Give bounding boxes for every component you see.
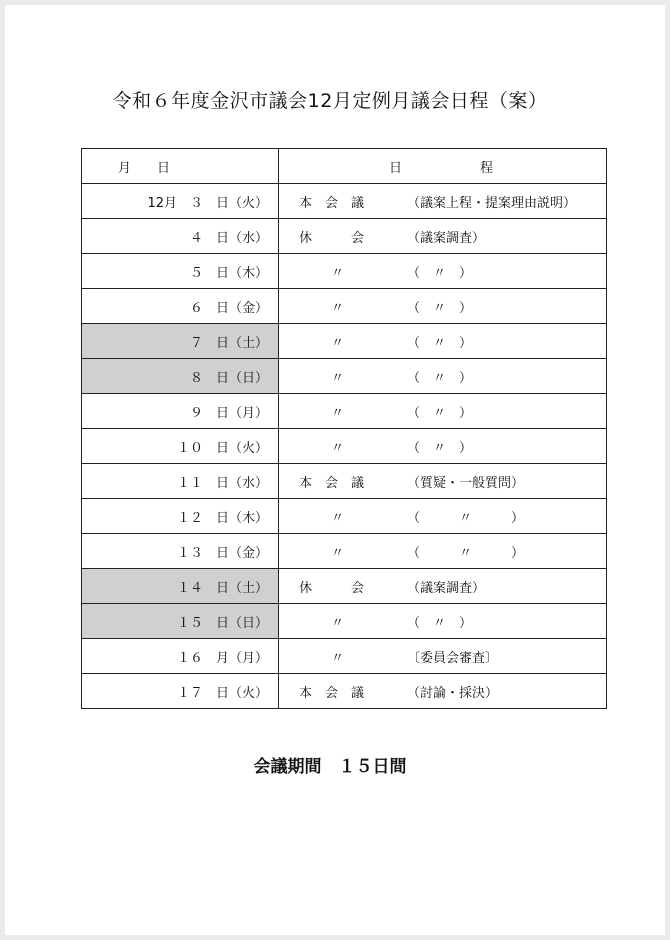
row-session-type: 〃 bbox=[331, 265, 345, 281]
row-date: １４ 日（土） bbox=[82, 569, 279, 604]
row-schedule bbox=[279, 184, 607, 219]
row-date: １１ 日（水） bbox=[82, 464, 279, 499]
header-date: 月 日 bbox=[82, 149, 279, 184]
row-session-type: 本 会 議 bbox=[299, 475, 365, 491]
row-detail: （ 〃 ） bbox=[407, 615, 473, 631]
row-detail: （ 〃 ） bbox=[407, 370, 473, 386]
row-session-type: 〃 bbox=[331, 650, 345, 666]
table-row bbox=[82, 604, 607, 639]
row-schedule bbox=[279, 499, 607, 534]
document-title: 令和６年度金沢市議会12月定例月議会日程（案） bbox=[112, 90, 548, 112]
row-detail: （ 〃 ） bbox=[407, 510, 525, 526]
row-detail: （ 〃 ） bbox=[407, 335, 473, 351]
session-period: 会議期間 １５日間 bbox=[253, 757, 407, 777]
row-session-type: 〃 bbox=[331, 300, 345, 316]
row-schedule bbox=[279, 569, 607, 604]
table-row bbox=[82, 534, 607, 569]
row-schedule bbox=[279, 674, 607, 709]
row-detail: （ 〃 ） bbox=[407, 440, 473, 456]
table-row bbox=[82, 254, 607, 289]
row-date: １２ 日（木） bbox=[82, 499, 279, 534]
table-row bbox=[82, 289, 607, 324]
table-row bbox=[82, 324, 607, 359]
table-row bbox=[82, 674, 607, 709]
row-detail: 〔委員会審査〕 bbox=[407, 650, 499, 666]
row-detail: （議案上程・提案理由説明） bbox=[407, 195, 577, 211]
table-row bbox=[82, 359, 607, 394]
row-schedule bbox=[279, 534, 607, 569]
row-schedule bbox=[279, 429, 607, 464]
table-row bbox=[82, 184, 607, 219]
table-row bbox=[82, 639, 607, 674]
row-session-type: 休 会 bbox=[299, 230, 365, 246]
row-schedule bbox=[279, 219, 607, 254]
row-session-type: 本 会 議 bbox=[299, 195, 365, 211]
row-session-type: 〃 bbox=[331, 510, 345, 526]
row-detail: （ 〃 ） bbox=[407, 545, 525, 561]
row-date: ７ 日（土） bbox=[82, 324, 279, 359]
row-schedule bbox=[279, 464, 607, 499]
row-session-type: 本 会 議 bbox=[299, 685, 365, 701]
table-row bbox=[82, 429, 607, 464]
row-detail: （ 〃 ） bbox=[407, 300, 473, 316]
row-date: １７ 日（火） bbox=[82, 674, 279, 709]
row-date: １０ 日（火） bbox=[82, 429, 279, 464]
row-date: ４ 日（水） bbox=[82, 219, 279, 254]
table-header-row bbox=[82, 149, 607, 184]
table-row bbox=[82, 394, 607, 429]
row-date: ６ 日（金） bbox=[82, 289, 279, 324]
schedule-table bbox=[81, 148, 607, 709]
row-detail: （ 〃 ） bbox=[407, 265, 473, 281]
row-date: ５ 日（木） bbox=[82, 254, 279, 289]
table-row bbox=[82, 569, 607, 604]
row-schedule bbox=[279, 359, 607, 394]
table-row bbox=[82, 464, 607, 499]
row-session-type: 〃 bbox=[331, 440, 345, 456]
table-row bbox=[82, 219, 607, 254]
row-schedule bbox=[279, 254, 607, 289]
row-schedule bbox=[279, 604, 607, 639]
row-detail: （ 〃 ） bbox=[407, 405, 473, 421]
row-date: ９ 日（月） bbox=[82, 394, 279, 429]
row-detail: （議案調査） bbox=[407, 230, 486, 246]
row-date: １５ 日（日） bbox=[82, 604, 279, 639]
row-schedule bbox=[279, 289, 607, 324]
row-detail: （議案調査） bbox=[407, 580, 486, 596]
table-row bbox=[82, 499, 607, 534]
row-date: １３ 日（金） bbox=[82, 534, 279, 569]
row-detail: （討論・採決） bbox=[407, 685, 499, 701]
row-date: 12月 ３ 日（火） bbox=[82, 184, 279, 219]
row-session-type: 〃 bbox=[331, 615, 345, 631]
row-date: ８ 日（日） bbox=[82, 359, 279, 394]
row-session-type: 休 会 bbox=[299, 580, 365, 596]
row-date: １６ 月（月） bbox=[82, 639, 279, 674]
row-session-type: 〃 bbox=[331, 335, 345, 351]
row-schedule bbox=[279, 324, 607, 359]
row-session-type: 〃 bbox=[331, 545, 345, 561]
row-session-type: 〃 bbox=[331, 370, 345, 386]
row-session-type: 〃 bbox=[331, 405, 345, 421]
header-schedule: 日 程 bbox=[279, 149, 607, 184]
row-detail: （質疑・一般質問） bbox=[407, 475, 525, 491]
row-schedule bbox=[279, 394, 607, 429]
row-schedule bbox=[279, 639, 607, 674]
